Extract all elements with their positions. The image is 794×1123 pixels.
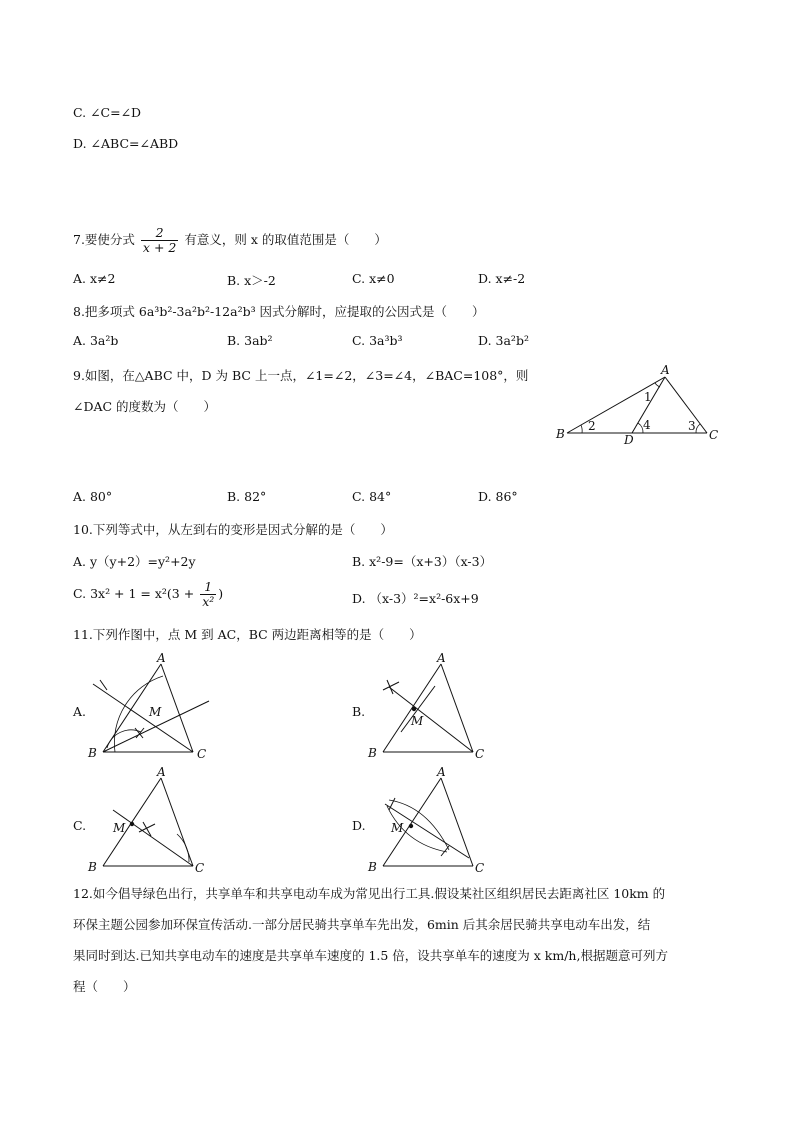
q11d-label-m: M [391,821,404,835]
q11c-label-c: C [195,861,205,875]
q11-figure-b [365,652,495,764]
q9-angle-3: 3 [688,419,696,433]
q11b-label-m: M [411,714,424,728]
q8-option-d: D. 3a²b² [478,333,529,348]
q10-option-c-fraction [200,580,216,609]
q9-option-b: B. 82° [227,489,267,504]
q11b-label-b: B [368,746,377,760]
q7-fraction [141,226,178,255]
q10-option-c-suffix: ) [218,585,224,601]
q11d-label-a: A [437,766,446,779]
q7-stem [73,226,387,255]
q6-option-c: C. ∠C=∠D [73,105,142,120]
q10-option-c-numerator: 1 [200,580,216,595]
q11-figure-a [85,652,215,764]
q11c-label-m: M [113,821,126,835]
q7-suffix: 有意义，则 x 的取值范围是（ ） [184,231,387,247]
q9-label-d: D [624,433,634,447]
q11c-label-b: B [88,860,97,874]
q11d-label-b: B [368,860,377,874]
q9-angle-4: 4 [643,418,651,432]
q10-option-c-prefix: C. 3x² + 1 = x²(3 + [73,585,199,601]
q12-line-4: 程（ ） [73,979,136,994]
q7-frac-denominator: x + 2 [142,239,177,255]
q11-figure-d [365,766,495,878]
q9-option-c: C. 84° [352,489,392,504]
q11a-label-b: B [88,746,97,760]
q9-option-a: A. 80° [73,489,113,504]
q7-option-d: D. x≠-2 [478,271,526,286]
q7-option-a: A. x≠2 [73,271,116,286]
q10-option-b: B. x²-9=（x+3）（x-3） [352,554,493,569]
q8-option-b: B. 3ab² [227,333,273,348]
q9-label-a: A [661,363,670,377]
q10-stem: 10.下列等式中，从左到右的变形是因式分解的是（ ） [73,522,393,537]
q11a-label-m: M [149,705,162,719]
q10-option-c-denominator: x² [202,593,215,609]
q12-line-1: 12.如今倡导绿色出行，共享单车和共享电动车成为常见出行工具.假设某社区组织居民去距离社区 10km 的 [73,886,666,901]
q10-option-a: A. y（y+2）=y²+2y [73,554,196,569]
q11d-label-c: C [475,861,485,875]
q11b-label-c: C [475,747,485,761]
q11b-label-a: A [437,652,446,665]
q11-option-a-label: A. [73,704,87,719]
q12-line-3: 果同时到达.已知共享电动车的速度是共享单车速度的 1.5 倍，设共享单车的速度为 x km/h,根据题意可列方 [73,948,668,963]
q9-angle-2: 2 [588,419,596,433]
q11-option-c-label: C. [73,818,87,833]
q12-line-2: 环保主题公园参加环保宣传活动.一部分居民骑共享单车先出发，6min 后其余居民骑共享电动车出发，结 [73,917,651,932]
q9-option-d: D. 86° [478,489,518,504]
q11-stem: 11.下列作图中，点 M 到 AC，BC 两边距离相等的是（ ） [73,627,422,642]
q7-option-b: B. x＞-2 [227,273,276,288]
q9-angle-1: 1 [644,390,652,404]
q7-frac-numerator: 2 [141,226,178,241]
q7-option-c: C. x≠0 [352,271,395,286]
q6-option-d: D. ∠ABC=∠ABD [73,136,179,151]
q8-option-c: C. 3a³b³ [352,333,403,348]
q9-stem-line2: ∠DAC 的度数为（ ） [73,399,217,414]
q7-prefix: 7.要使分式 [73,231,135,247]
q10-option-d: D. （x-3）²=x²-6x+9 [352,591,479,606]
q9-triangle-figure [552,362,732,452]
q11-option-d-label: D. [352,818,366,833]
q11-figure-c [85,766,215,878]
q11a-label-c: C [197,747,207,761]
q11c-label-a: A [157,766,166,779]
q8-stem: 8.把多项式 6a³b²-3a²b²-12a²b³ 因式分解时，应提取的公因式是（ ） [73,304,485,319]
q11a-label-a: A [157,652,166,665]
q9-label-b: B [556,427,565,441]
q9-stem-line1: 9.如图，在△ABC 中，D 为 BC 上一点，∠1=∠2，∠3=∠4，∠BAC=108°，则 [73,368,529,383]
q9-label-c: C [709,428,719,442]
q10-option-c [73,580,223,609]
q8-option-a: A. 3a²b [73,333,119,348]
q11-option-b-label: B. [352,704,366,719]
